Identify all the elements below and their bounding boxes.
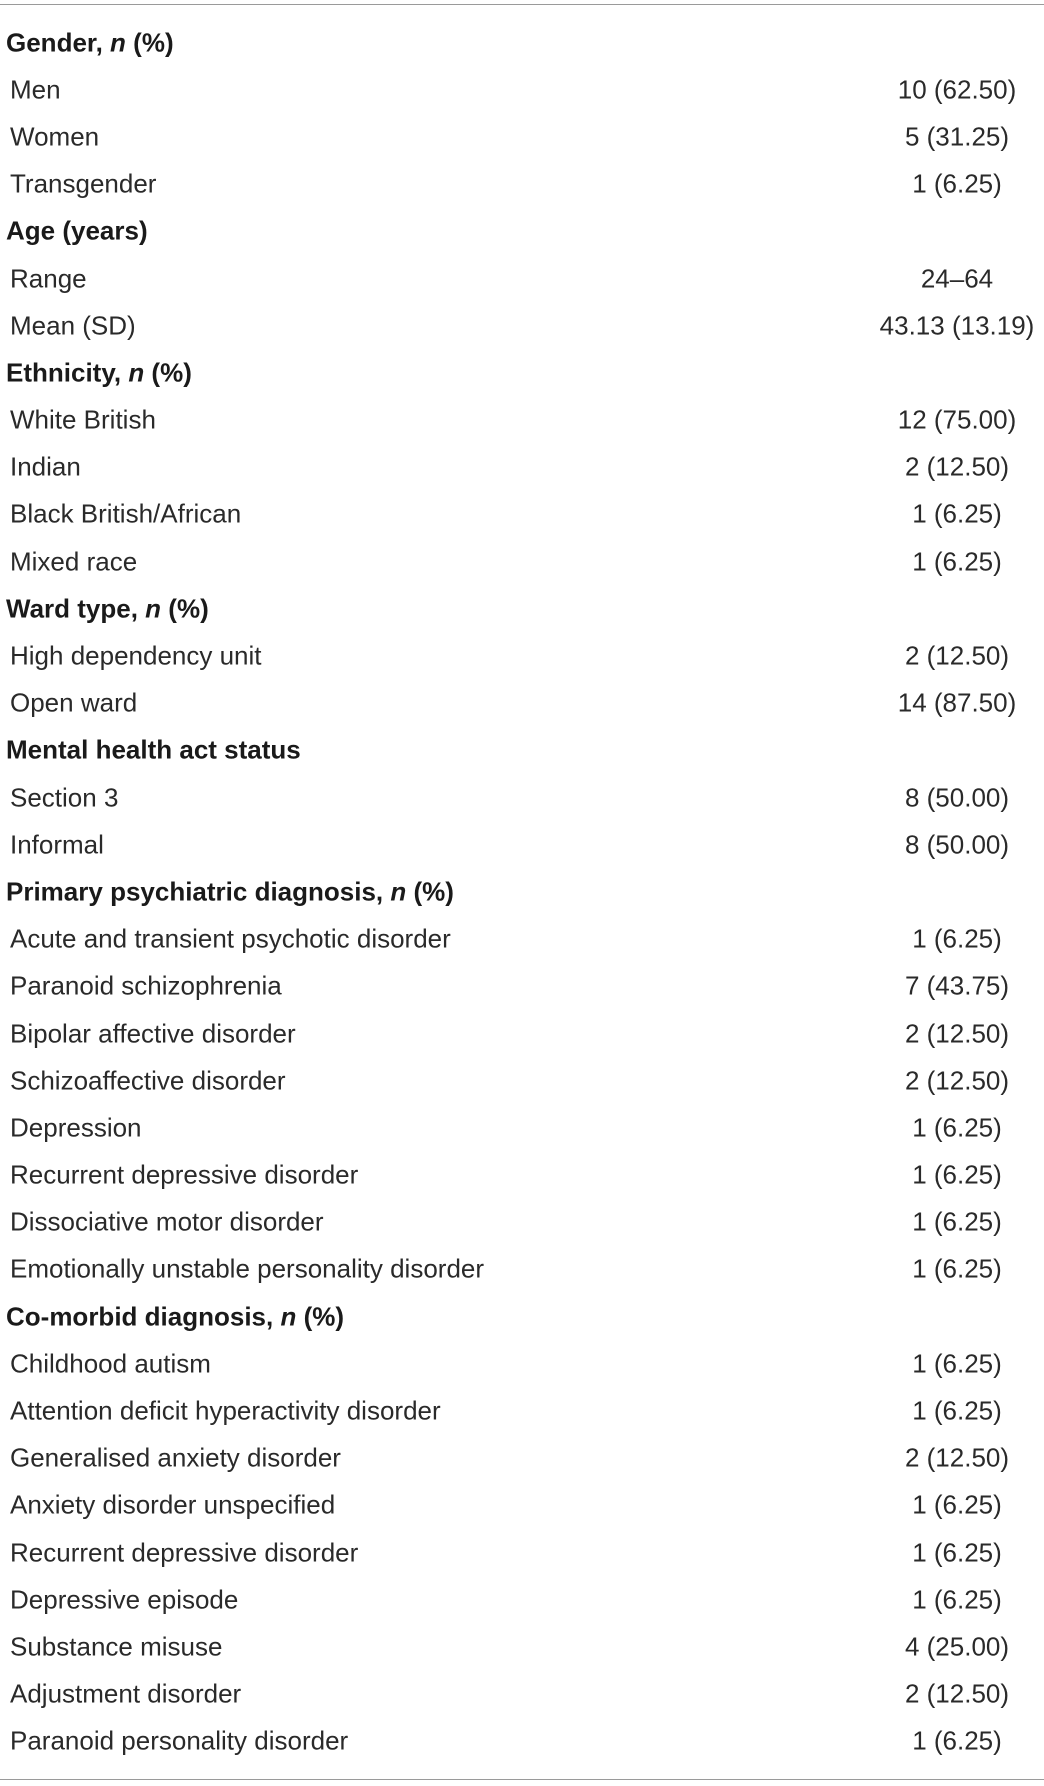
row-label: Dissociative motor disorder [10, 1206, 324, 1237]
table-top-rule [0, 4, 1044, 5]
table-row [0, 66, 1044, 113]
section-header-row [0, 208, 1044, 255]
table-row [0, 1104, 1044, 1151]
row-label: Generalised anxiety disorder [10, 1442, 341, 1473]
table-body [0, 19, 1044, 1765]
row-label: Transgender [10, 168, 157, 199]
table-row [0, 1199, 1044, 1246]
table-row [0, 1246, 1044, 1293]
section-header-text: Co-morbid diagnosis, [6, 1301, 281, 1332]
row-label: Recurrent depressive disorder [10, 1159, 359, 1190]
section-header-text: Gender, [6, 27, 111, 58]
row-label: Substance misuse [10, 1631, 223, 1662]
row-value: 14 (87.50) [897, 687, 1017, 718]
section-header-italic-n: n [110, 27, 126, 58]
row-label: Depressive episode [10, 1584, 239, 1615]
row-label: Schizoaffective disorder [10, 1065, 286, 1096]
table-row [0, 1010, 1044, 1057]
row-value: 1 (6.25) [912, 1584, 1002, 1615]
table-row [0, 1576, 1044, 1623]
row-value: 2 (12.50) [904, 1065, 1010, 1096]
row-value: 1 (6.25) [912, 546, 1002, 577]
section-header-row [0, 19, 1044, 66]
table-row [0, 1340, 1044, 1387]
section-header-text: Ward type, [6, 593, 146, 624]
row-value: 1 (6.25) [912, 1253, 1002, 1284]
row-label: Mixed race [10, 546, 138, 577]
section-header-italic-n: n [145, 593, 162, 624]
table-row [0, 1435, 1044, 1482]
row-label: Informal [10, 829, 104, 860]
table-row [0, 444, 1044, 491]
section-header-label [6, 735, 301, 766]
table-row [0, 821, 1044, 868]
table-row [0, 1387, 1044, 1434]
row-value: 2 (12.50) [904, 1678, 1010, 1709]
row-value: 1 (6.25) [912, 1159, 1002, 1190]
table-row [0, 1529, 1044, 1576]
row-value: 10 (62.50) [897, 74, 1017, 105]
section-header-text: Age (years) [6, 215, 148, 246]
table-row [0, 161, 1044, 208]
section-header-label [6, 27, 174, 58]
table-row [0, 680, 1044, 727]
table-row [0, 632, 1044, 679]
row-label: Indian [10, 451, 81, 482]
table-row [0, 916, 1044, 963]
row-value: 2 (12.50) [904, 1442, 1010, 1473]
row-value: 1 (6.25) [912, 1725, 1002, 1756]
table-row [0, 397, 1044, 444]
row-label: Adjustment disorder [10, 1678, 242, 1709]
row-label: Emotionally unstable personality disorder [10, 1253, 485, 1284]
row-label: Range [10, 263, 87, 294]
row-label: Men [10, 74, 61, 105]
row-value: 1 (6.25) [912, 1206, 1002, 1237]
row-label: Recurrent depressive disorder [10, 1537, 359, 1568]
row-label: Childhood autism [10, 1348, 211, 1379]
row-label: Anxiety disorder unspecified [10, 1489, 336, 1520]
section-header-italic-n: n [280, 1301, 297, 1332]
section-header-text: Primary psychiatric diagnosis, [6, 876, 391, 907]
table-row [0, 1482, 1044, 1529]
section-header-suffix: (%) [296, 1301, 345, 1332]
section-header-italic-n: n [390, 876, 407, 907]
row-label: Women [10, 121, 100, 152]
row-value: 1 (6.25) [912, 1112, 1002, 1143]
row-label: High dependency unit [10, 640, 262, 671]
row-label: Black British/African [10, 498, 242, 529]
section-header-label [6, 1301, 344, 1332]
row-label: Depression [10, 1112, 142, 1143]
table-row [0, 963, 1044, 1010]
section-header-row [0, 1293, 1044, 1340]
table-row [0, 1718, 1044, 1765]
section-header-label [6, 216, 148, 247]
row-value: 1 (6.25) [912, 498, 1002, 529]
section-header-label [6, 593, 209, 624]
row-value: 1 (6.25) [912, 1537, 1002, 1568]
row-value: 5 (31.25) [904, 121, 1010, 152]
table-row [0, 774, 1044, 821]
row-value: 7 (43.75) [904, 970, 1010, 1001]
table-row [0, 491, 1044, 538]
section-header-row [0, 727, 1044, 774]
row-value: 1 (6.25) [912, 168, 1002, 199]
row-value: 8 (50.00) [904, 829, 1010, 860]
section-header-row [0, 585, 1044, 632]
row-label: White British [10, 404, 156, 435]
row-value: 1 (6.25) [912, 1348, 1002, 1379]
section-header-text: Mental health act status [6, 734, 301, 765]
table-bottom-rule [0, 1779, 1044, 1780]
section-header-label [6, 357, 192, 388]
row-label: Mean (SD) [10, 310, 136, 341]
section-header-suffix: (%) [161, 593, 209, 624]
row-label: Paranoid schizophrenia [10, 970, 282, 1001]
section-header-suffix: (%) [144, 357, 192, 388]
row-value: 1 (6.25) [912, 1489, 1002, 1520]
row-label: Attention deficit hyperactivity disorder [10, 1395, 441, 1426]
section-header-row [0, 349, 1044, 396]
section-header-row [0, 868, 1044, 915]
row-value: 24–64 [920, 263, 994, 294]
table-row [0, 255, 1044, 302]
section-header-suffix: (%) [125, 27, 174, 58]
table-row [0, 1671, 1044, 1718]
row-value: 12 (75.00) [897, 404, 1017, 435]
row-label: Section 3 [10, 782, 119, 813]
row-label: Paranoid personality disorder [10, 1725, 349, 1756]
section-header-suffix: (%) [406, 876, 454, 907]
row-value: 1 (6.25) [912, 1395, 1002, 1426]
row-value: 8 (50.00) [904, 782, 1010, 813]
row-value: 4 (25.00) [904, 1631, 1010, 1662]
table-row [0, 302, 1044, 349]
table-row [0, 538, 1044, 585]
table-row [0, 113, 1044, 160]
row-label: Open ward [10, 687, 138, 718]
section-header-text: Ethnicity, [6, 357, 129, 388]
row-value: 43.13 (13.19) [879, 310, 1035, 341]
row-value: 2 (12.50) [904, 640, 1010, 671]
table-row [0, 1057, 1044, 1104]
section-header-label [6, 876, 454, 907]
row-value: 2 (12.50) [904, 451, 1010, 482]
row-label: Acute and transient psychotic disorder [10, 923, 451, 954]
table-row [0, 1623, 1044, 1670]
table-row [0, 1152, 1044, 1199]
row-value: 2 (12.50) [904, 1018, 1010, 1049]
section-header-italic-n: n [128, 357, 145, 388]
row-label: Bipolar affective disorder [10, 1018, 296, 1049]
row-value: 1 (6.25) [912, 923, 1002, 954]
